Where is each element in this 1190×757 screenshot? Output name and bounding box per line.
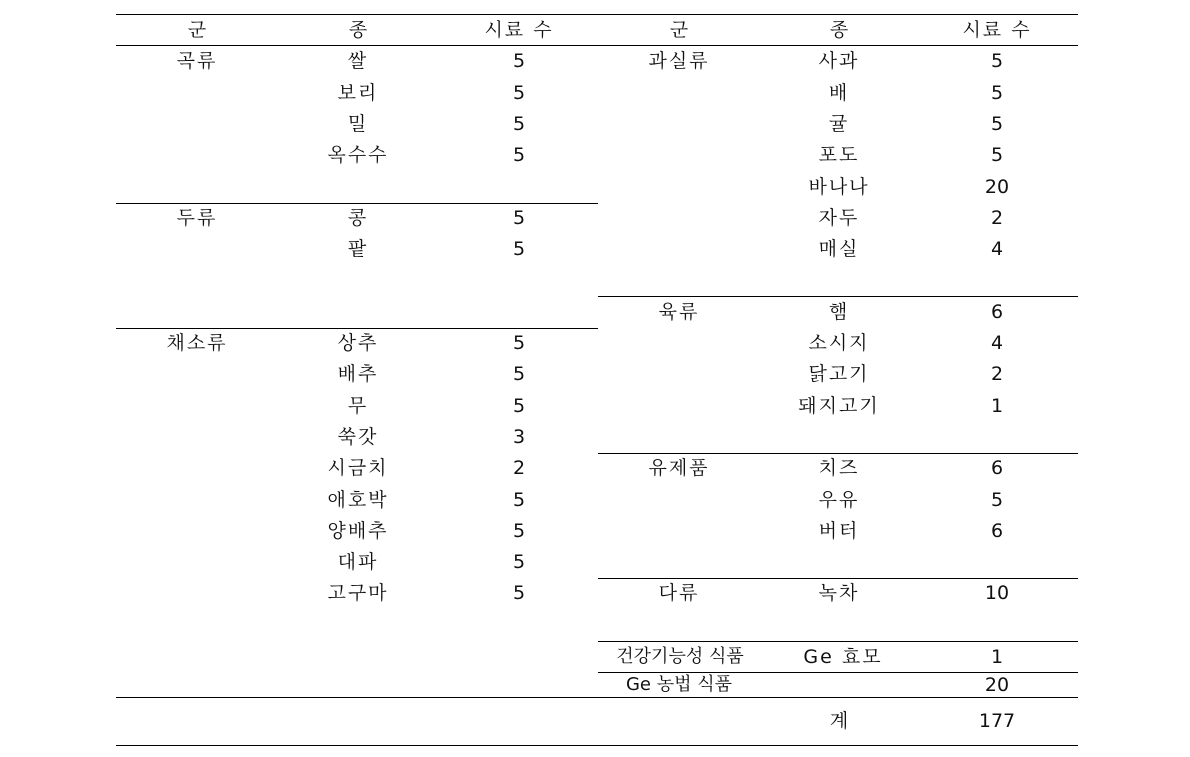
- count-cell: 5: [512, 113, 526, 135]
- count-cell: 4: [990, 332, 1004, 354]
- count-cell: 5: [990, 113, 1004, 135]
- group-label-grains: 곡류: [176, 50, 218, 72]
- count-cell: 2: [512, 457, 526, 479]
- count-cell: 20: [984, 176, 1010, 198]
- count-cell: 2: [990, 363, 1004, 385]
- count-cell: 3: [512, 426, 526, 448]
- group-label-meats: 육류: [658, 301, 700, 323]
- species-cell: 상추: [337, 332, 379, 354]
- species-cell: 자두: [818, 207, 860, 229]
- species-cell: 햄: [828, 301, 850, 323]
- species-cell: 배: [828, 82, 850, 104]
- count-cell: 5: [990, 144, 1004, 166]
- group-label-legumes: 두류: [176, 207, 218, 229]
- species-cell: 버터: [818, 520, 860, 542]
- count-cell: 4: [990, 238, 1004, 260]
- header-group-right: 군: [669, 19, 689, 41]
- species-cell: 바나나: [808, 176, 870, 198]
- count-cell: 2: [990, 207, 1004, 229]
- species-cell: 보리: [337, 82, 379, 104]
- count-cell: 5: [512, 144, 526, 166]
- count-cell: 6: [990, 520, 1004, 542]
- species-cell: 돼지고기: [798, 395, 880, 417]
- species-cell: 옥수수: [327, 144, 389, 166]
- count-cell: 1: [990, 395, 1004, 417]
- count-cell: 5: [512, 332, 526, 354]
- header-group-left: 군: [187, 19, 207, 41]
- species-cell: 귤: [828, 113, 850, 135]
- count-cell: 5: [990, 50, 1004, 72]
- count-cell: 5: [990, 82, 1004, 104]
- header-count-right: 시료 수: [962, 19, 1032, 41]
- header-species-right: 종: [829, 19, 849, 41]
- species-cell: 포도: [818, 144, 860, 166]
- count-cell: 5: [512, 551, 526, 573]
- species-cell: Ge 효모: [803, 646, 883, 668]
- species-cell: 대파: [337, 551, 379, 573]
- species-cell: 쑥갓: [337, 426, 379, 448]
- species-cell: 우유: [818, 489, 860, 511]
- count-cell: 6: [990, 457, 1004, 479]
- table-top-rule: [116, 14, 1078, 15]
- group-label-tea: 다류: [658, 582, 700, 604]
- species-cell: 녹차: [818, 582, 860, 604]
- count-cell: 5: [512, 582, 526, 604]
- count-cell: 5: [512, 207, 526, 229]
- count-cell: 5: [512, 82, 526, 104]
- group-label-vegetables: 채소류: [166, 332, 228, 354]
- header-bottom-rule: [116, 45, 1078, 46]
- species-cell: 양배추: [327, 520, 389, 542]
- species-cell: 무: [347, 395, 369, 417]
- count-cell: 5: [512, 395, 526, 417]
- count-cell: 6: [990, 301, 1004, 323]
- header-count-left: 시료 수: [484, 19, 554, 41]
- group-label-dairy: 유제품: [648, 457, 710, 479]
- species-cell: 사과: [818, 50, 860, 72]
- total-label: 계: [829, 710, 849, 732]
- species-cell: 배추: [337, 363, 379, 385]
- count-cell: 10: [984, 582, 1010, 604]
- species-cell: 닭고기: [808, 363, 870, 385]
- species-cell: 시금치: [327, 457, 389, 479]
- group-label-ge-farming: Ge 농법 식품: [625, 674, 733, 695]
- group-label-health-food: 건강기능성 식품: [616, 646, 744, 667]
- species-cell: 팥: [347, 238, 369, 260]
- total-top-rule: [116, 697, 1078, 698]
- species-cell: 매실: [818, 238, 860, 260]
- species-cell: 쌀: [347, 50, 369, 72]
- table-bottom-rule: [116, 745, 1078, 746]
- count-cell: 20: [984, 674, 1010, 696]
- species-cell: 치즈: [818, 457, 860, 479]
- species-cell: 고구마: [327, 582, 389, 604]
- count-cell: 5: [512, 238, 526, 260]
- count-cell: 1: [990, 646, 1004, 668]
- count-cell: 5: [512, 520, 526, 542]
- species-cell: 애호박: [327, 489, 389, 511]
- species-cell: 밀: [347, 113, 369, 135]
- species-cell: 콩: [347, 207, 369, 229]
- header-species-left: 종: [348, 19, 368, 41]
- total-count: 177: [978, 710, 1016, 732]
- count-cell: 5: [512, 50, 526, 72]
- count-cell: 5: [990, 489, 1004, 511]
- count-cell: 5: [512, 363, 526, 385]
- count-cell: 5: [512, 489, 526, 511]
- group-label-fruits: 과실류: [648, 50, 710, 72]
- species-cell: 소시지: [808, 332, 870, 354]
